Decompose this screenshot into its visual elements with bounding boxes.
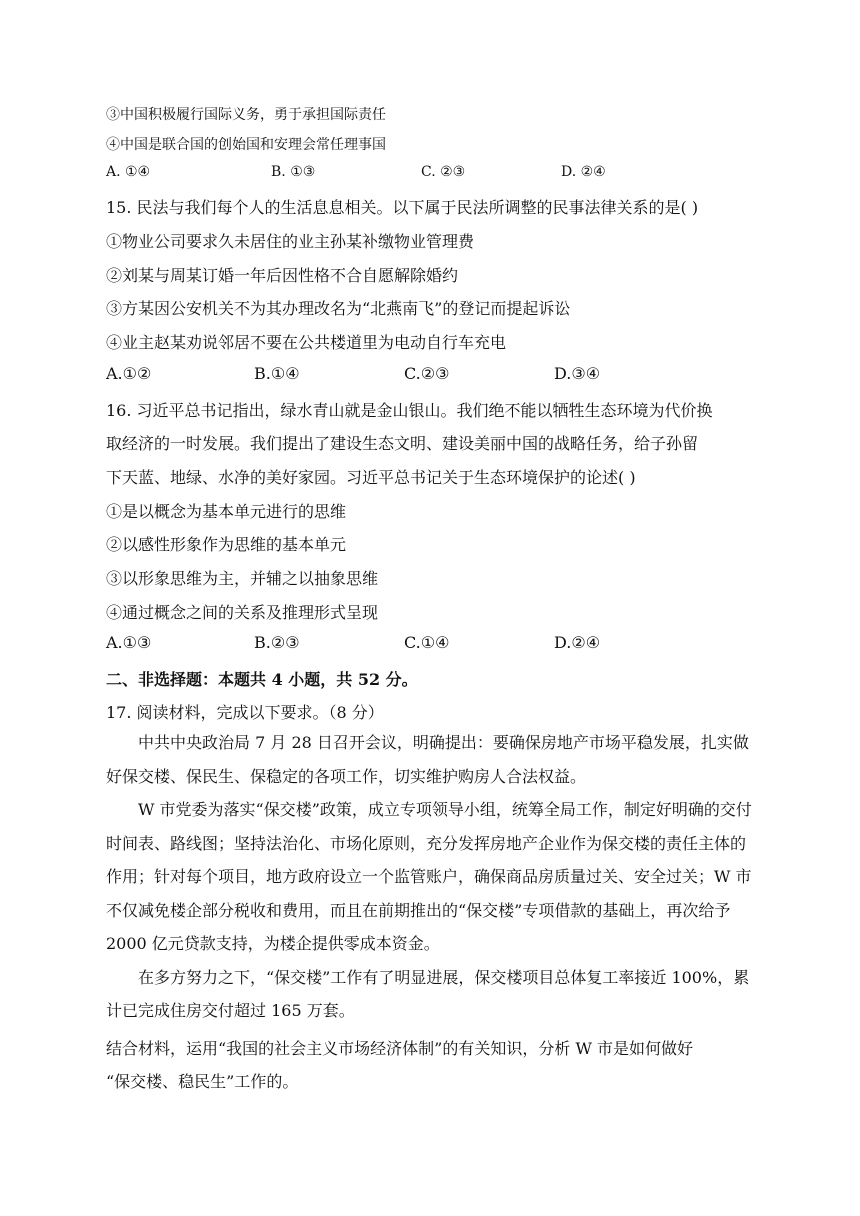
q16-option-b[interactable]: B.②③: [254, 633, 300, 652]
q16-stem-line-2: 取经济的一时发展。我们提出了建设生态文明、建设美丽中国的战略任务，给子孙留: [106, 434, 699, 453]
q16-option-d[interactable]: D.②④: [554, 633, 601, 652]
q15-item-4: ④业主赵某劝说邻居不要在公共楼道里为电动自行车充电: [106, 333, 507, 352]
section-2-heading: 二、非选择题：本题共 4 小题，共 52 分。: [106, 670, 418, 689]
q15-option-c[interactable]: C.②③: [404, 364, 450, 383]
q17-material-para-2: W 市党委为落实“保交楼”政策，成立专项领导小组，统筹全局工作，制定好明确的交付时间表、路线图；坚持法治化、市场化原则，充分发挥房地产企业作为保交楼的责任主体的作用；针对每个项目，地方政府设立一个监管账户，确保商品房质量过关、安全过关；W 市不仅减免楼企部分税收和费用，而且在前期推出的“保交楼”专项借款的基础上，再次给予 2000 亿元贷款支持，为楼企提供零成本资金。: [106, 800, 752, 953]
q16-option-a[interactable]: A.①③: [106, 633, 152, 652]
q15-stem: 15. 民法与我们每个人的生活息息相关。以下属于民法所调整的民事法律关系的是( ): [106, 198, 699, 217]
q16-stem-line-1: 16. 习近平总书记指出，绿水青山就是金山银山。我们绝不能以牺牲生态环境为代价换: [106, 401, 713, 420]
q14-option-b[interactable]: B. ①③: [271, 164, 316, 180]
q14-item-3: ③中国积极履行国际义务，勇于承担国际责任: [106, 107, 386, 123]
q17-material-para-1: 中共中央政治局 7 月 28 日召开会议，明确提出：要确保房地产市场平稳发展，扎实做好保交楼、保民生、保稳定的各项工作，切实维护购房人合法权益。: [106, 733, 749, 786]
q14-item-4: ④中国是联合国的创始国和安理会常任理事国: [106, 137, 386, 153]
q15-option-d[interactable]: D.③④: [554, 364, 601, 383]
q17-stem: 17. 阅读材料，完成以下要求。（8 分）: [106, 703, 384, 722]
q16-option-c[interactable]: C.①④: [404, 633, 450, 652]
q17-question-line-1: 结合材料，运用“我国的社会主义市场经济体制”的有关知识，分析 W 市是如何做好: [106, 1039, 693, 1058]
q15-option-a[interactable]: A.①②: [106, 364, 152, 383]
q15-item-2: ②刘某与周某订婚一年后因性格不合自愿解除婚约: [106, 266, 459, 285]
q16-item-1: ①是以概念为基本单元进行的思维: [106, 502, 347, 521]
q17-material: [106, 726, 758, 1028]
q14-option-d[interactable]: D. ②④: [561, 164, 606, 180]
q17-question-line-2: “保交楼、稳民生”工作的。: [106, 1072, 299, 1091]
q16-item-4: ④通过概念之间的关系及推理形式呈现: [106, 603, 379, 622]
q16-stem-line-3: 下天蓝、地绿、水净的美好家园。习近平总书记关于生态环境保护的论述( ): [106, 468, 636, 487]
q15-item-3: ③方某因公安机关不为其办理改名为“北燕南飞”的登记而提起诉讼: [106, 299, 571, 318]
q15-item-1: ①物业公司要求久未居住的业主孙某补缴物业管理费: [106, 232, 475, 251]
q14-option-c[interactable]: C. ②③: [421, 164, 466, 180]
q16-item-3: ③以形象思维为主，并辅之以抽象思维: [106, 569, 379, 588]
q14-option-a[interactable]: A. ①④: [106, 164, 151, 180]
q17-material-para-3: 在多方努力之下，“保交楼”工作有了明显进展，保交楼项目总体复工率接近 100%，累计已完成住房交付超过 165 万套。: [106, 967, 750, 1020]
q15-option-b[interactable]: B.①④: [254, 364, 300, 383]
q16-item-2: ②以感性形象作为思维的基本单元: [106, 535, 347, 554]
